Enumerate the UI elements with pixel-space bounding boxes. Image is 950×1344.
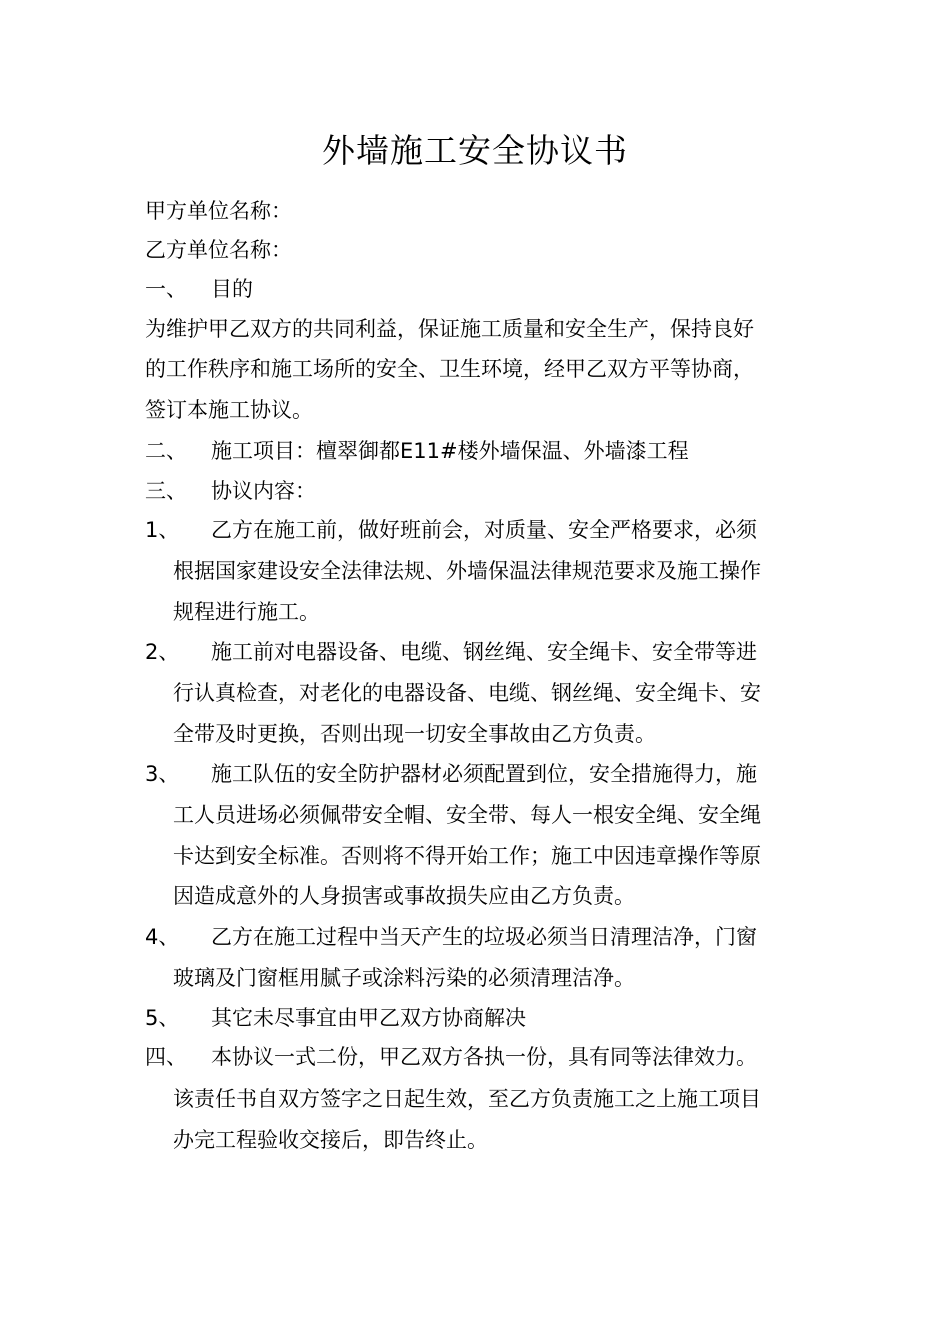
item-2-line: 施工前对电器设备、电缆、钢丝绳、安全绳卡、安全带等进 — [211, 640, 757, 664]
item-3-line: 卡达到安全标准。否则将不得开始工作；施工中因违章操作等原 — [173, 844, 761, 868]
section-3-heading: 协议内容： — [211, 479, 316, 503]
section-1-line: 为维护甲乙双方的共同利益，保证施工质量和安全生产，保持良好 — [145, 317, 754, 341]
document-title: 外墙施工安全协议书 — [322, 131, 628, 170]
item-3-line: 工人员进场必须佩带安全帽、安全带、每人一根安全绳、安全绳 — [173, 803, 761, 827]
item-5-marker: 5、 — [145, 1006, 180, 1030]
section-4-line: 该责任书自双方签字之日起生效，至乙方负责施工之上施工项目 — [173, 1087, 761, 1111]
section-1-line: 签订本施工协议。 — [145, 398, 313, 422]
item-4-marker: 4、 — [145, 925, 180, 949]
item-1-marker: 1、 — [145, 518, 180, 542]
item-1-line: 根据国家建设安全法律法规、外墙保温法律规范要求及施工操作 — [173, 559, 761, 583]
item-5-line: 其它未尽事宜由甲乙双方协商解决 — [211, 1006, 526, 1030]
item-1-line: 乙方在施工前，做好班前会，对质量、安全严格要求，必须 — [211, 518, 757, 542]
item-3-marker: 3、 — [145, 762, 180, 786]
section-2-marker: 二、 — [145, 439, 187, 463]
item-4-line: 玻璃及门窗框用腻子或涂料污染的必须清理洁净。 — [173, 966, 635, 990]
item-3-line: 因造成意外的人身损害或事故损失应由乙方负责。 — [173, 884, 635, 908]
party-b-label: 乙方单位名称： — [145, 238, 292, 262]
section-1-line: 的工作秩序和施工场所的安全、卫生环境，经甲乙双方平等协商， — [145, 357, 754, 381]
party-a-label: 甲方单位名称： — [145, 199, 292, 223]
section-1-marker: 一、 — [145, 277, 187, 301]
section-3-marker: 三、 — [145, 479, 187, 503]
section-1-heading: 目的 — [211, 277, 253, 301]
item-2-line: 全带及时更换，否则出现一切安全事故由乙方负责。 — [173, 722, 656, 746]
item-3-line: 施工队伍的安全防护器材必须配置到位，安全措施得力，施 — [211, 762, 757, 786]
item-4-line: 乙方在施工过程中当天产生的垃圾必须当日清理洁净，门窗 — [211, 925, 757, 949]
section-4-line: 办完工程验收交接后，即告终止。 — [173, 1128, 488, 1152]
item-1-line: 规程进行施工。 — [173, 600, 320, 624]
section-4-line: 本协议一式二份，甲乙双方各执一份，具有同等法律效力。 — [211, 1045, 757, 1069]
item-2-marker: 2、 — [145, 640, 180, 664]
item-2-line: 行认真检查，对老化的电器设备、电缆、钢丝绳、安全绳卡、安 — [173, 681, 761, 705]
section-4-marker: 四、 — [145, 1045, 187, 1069]
section-2-text: 施工项目：檀翠御都E11#楼外墙保温、外墙漆工程 — [211, 439, 689, 463]
